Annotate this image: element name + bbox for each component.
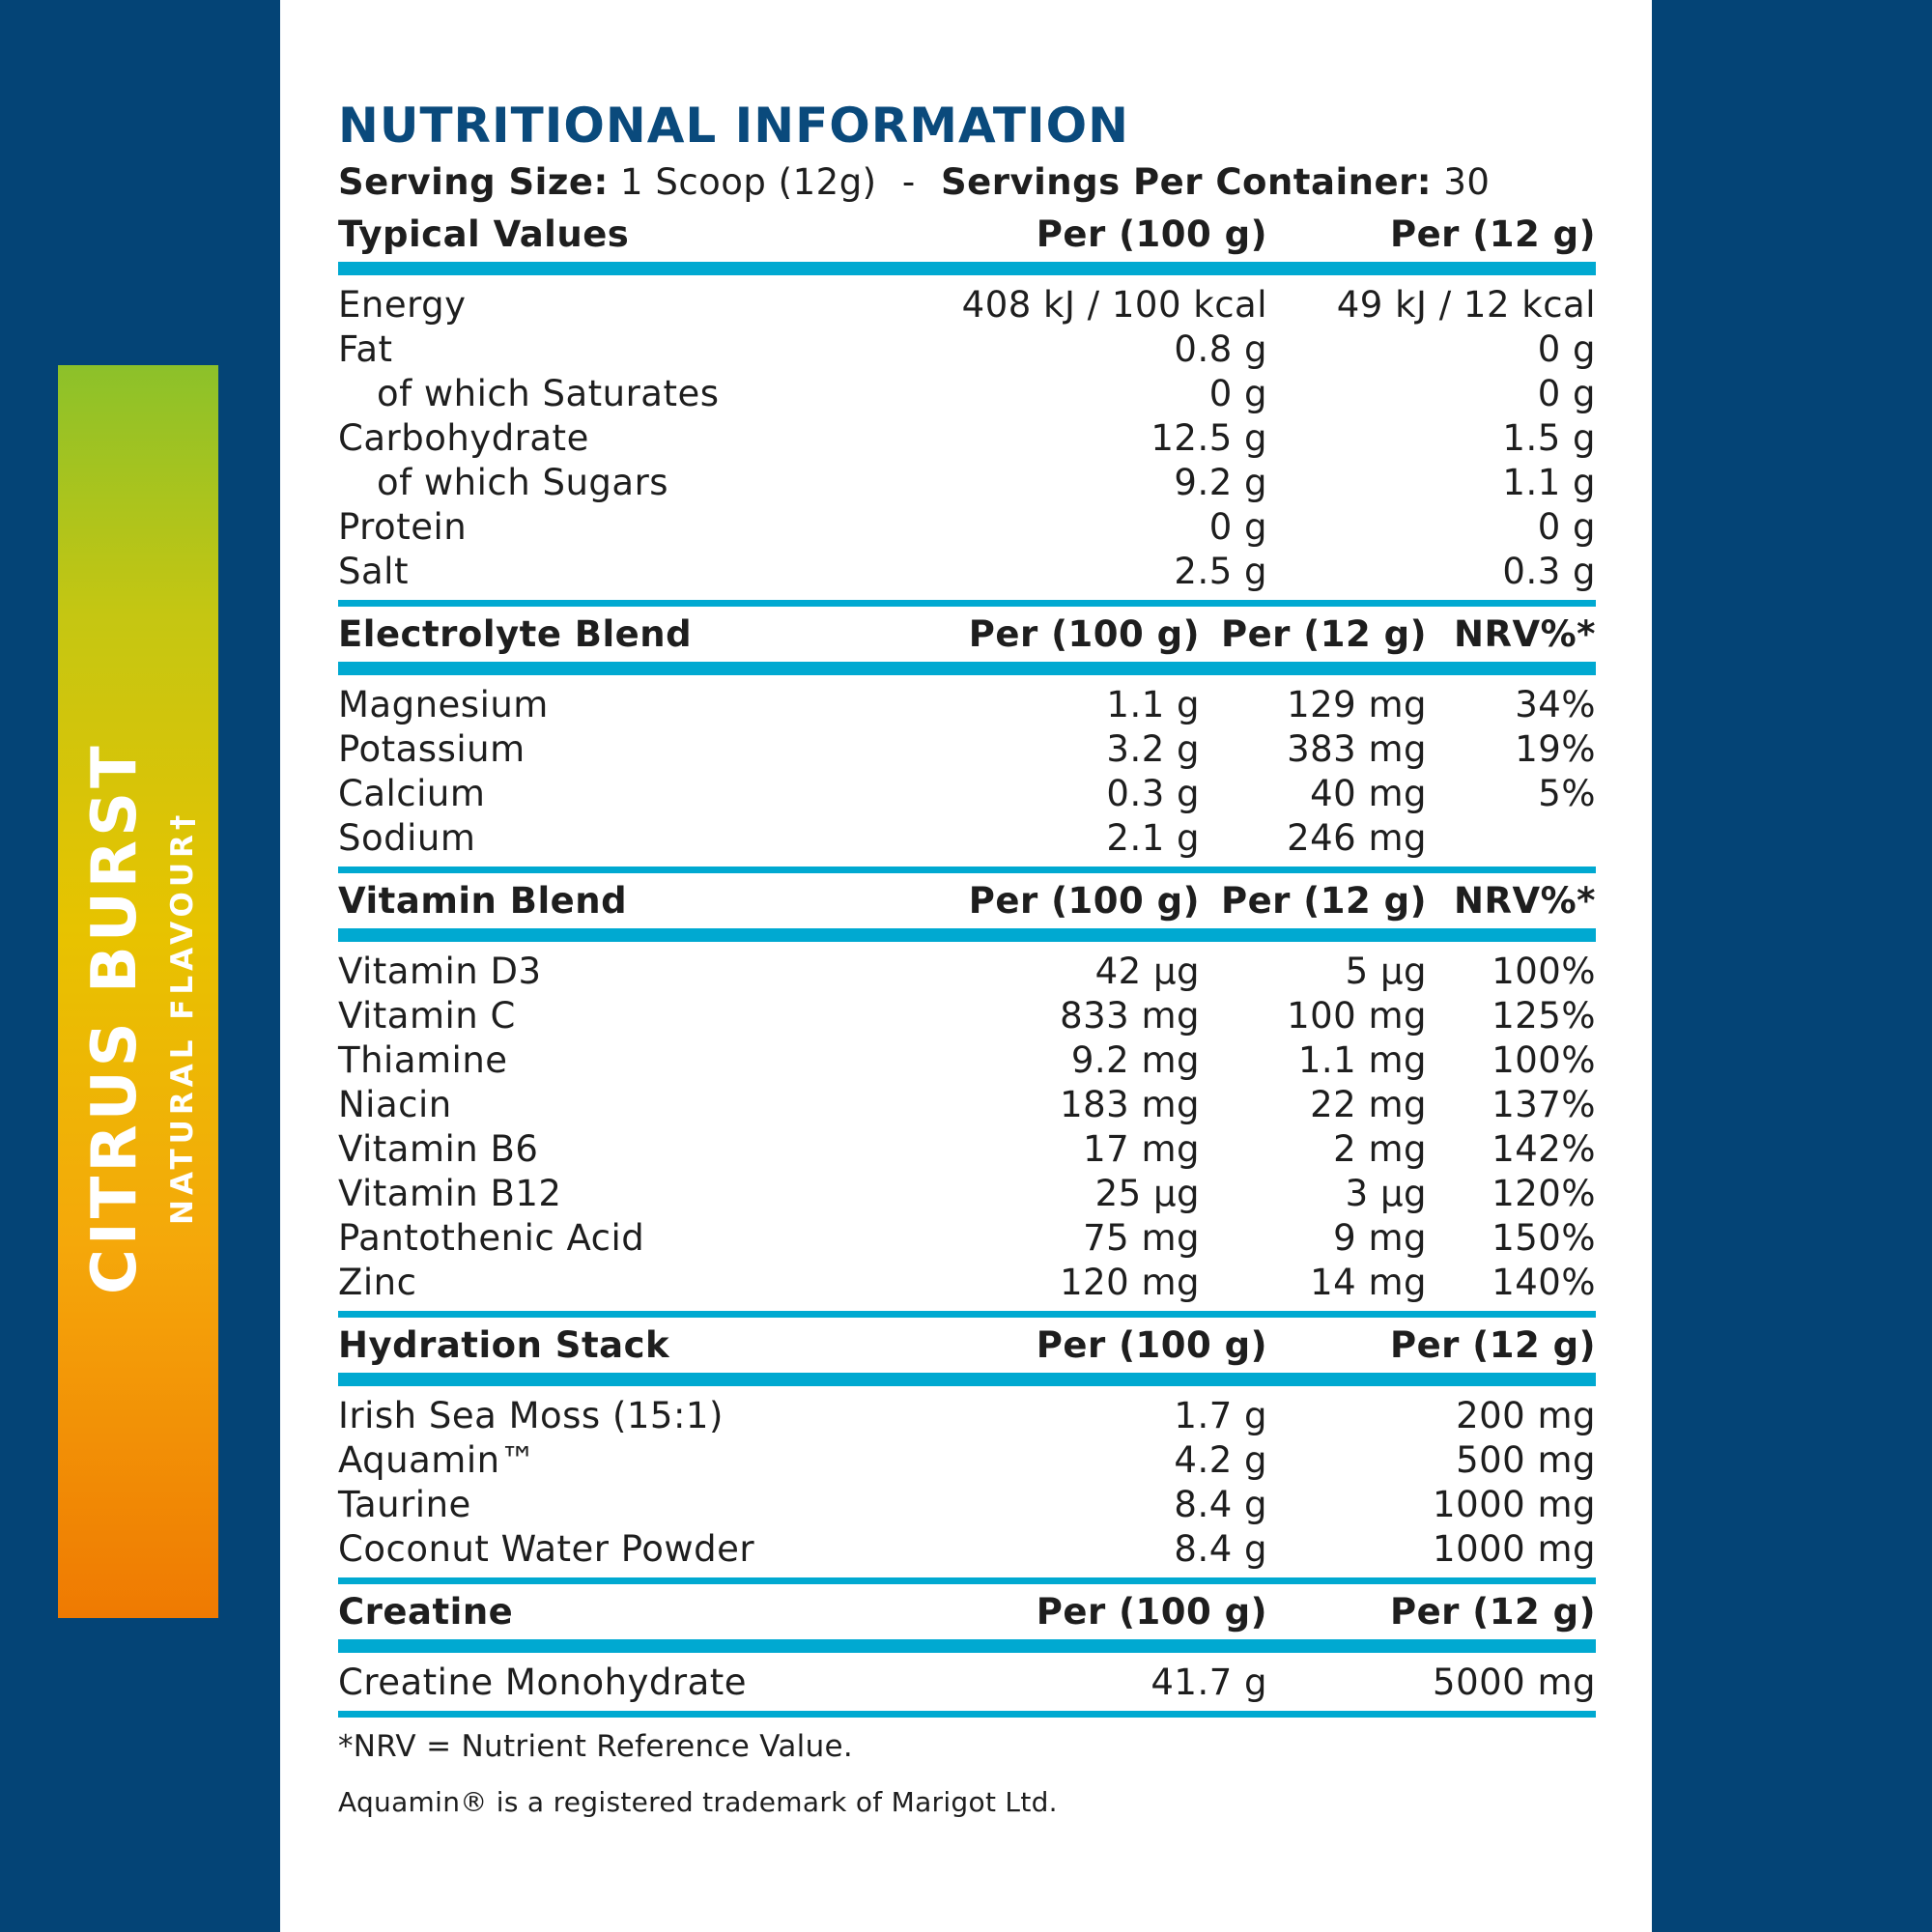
table-row — [338, 1260, 1596, 1304]
value-per-100g: 408 kJ / 100 kcal — [961, 283, 1267, 326]
value-per-100g: 833 mg — [1060, 994, 1200, 1037]
table-row — [338, 726, 1596, 771]
value-per-12g: 9 mg — [1333, 1216, 1427, 1259]
value-nrv: 100% — [1492, 950, 1596, 992]
value-per-100g: 8.4 g — [1174, 1527, 1267, 1570]
table-row — [338, 1082, 1596, 1126]
column-header-per-100g: Per (100 g) — [968, 613, 1200, 655]
nutrient-name: Taurine — [338, 1483, 471, 1525]
value-per-12g: 3 µg — [1345, 1172, 1427, 1214]
value-per-100g: 9.2 g — [1174, 461, 1267, 503]
value-per-12g: 5000 mg — [1433, 1661, 1596, 1703]
nutrient-name: Magnesium — [338, 683, 549, 725]
value-per-100g: 0.3 g — [1106, 772, 1200, 814]
value-per-12g: 1.1 g — [1502, 461, 1596, 503]
divider — [338, 1373, 1596, 1386]
value-nrv: 19% — [1515, 727, 1596, 770]
value-per-12g: 0 g — [1537, 505, 1596, 548]
serving-info — [338, 158, 1596, 207]
servings-per-container-value: 30 — [1443, 161, 1491, 203]
section-header — [338, 1318, 1596, 1373]
column-header-nrv: NRV%* — [1453, 880, 1596, 922]
table-row — [338, 460, 1596, 504]
nutrient-name: Zinc — [338, 1261, 417, 1303]
nutrient-name: Creatine Monohydrate — [338, 1661, 748, 1703]
value-per-100g: 2.1 g — [1106, 816, 1200, 859]
table-row — [338, 682, 1596, 726]
value-per-12g: 0.3 g — [1502, 550, 1596, 592]
value-per-100g: 183 mg — [1060, 1083, 1200, 1125]
column-header-per-12g: Per (12 g) — [1220, 613, 1427, 655]
value-nrv: 100% — [1492, 1038, 1596, 1081]
section-header — [338, 607, 1596, 662]
value-per-100g: 12.5 g — [1151, 416, 1267, 459]
value-per-12g: 40 mg — [1310, 772, 1427, 814]
value-per-12g: 500 mg — [1456, 1438, 1596, 1481]
column-header-per-12g: Per (12 g) — [1389, 1591, 1596, 1633]
section-header — [338, 1584, 1596, 1639]
trademark-footnote: Aquamin® is a registered trademark of Marigot Ltd. — [338, 1786, 1058, 1818]
table-row — [338, 1215, 1596, 1260]
flavour-label — [80, 742, 202, 1294]
nutrient-name: Vitamin D3 — [338, 950, 542, 992]
column-header-per-100g: Per (100 g) — [1036, 1324, 1267, 1366]
nutrient-name: of which Sugars — [377, 461, 669, 503]
nutrient-name: Niacin — [338, 1083, 452, 1125]
serving-separator: - — [901, 161, 916, 203]
servings-per-container-label: Servings Per Container: — [941, 161, 1433, 203]
table-row — [338, 949, 1596, 993]
value-per-12g: 100 mg — [1287, 994, 1427, 1037]
column-header-per-12g: Per (12 g) — [1220, 880, 1427, 922]
value-nrv: 5% — [1538, 772, 1596, 814]
value-per-12g: 0 g — [1537, 327, 1596, 370]
rows — [338, 1653, 1596, 1711]
flavour-name: CITRUS BURST — [79, 742, 151, 1294]
page-title: NUTRITIONAL INFORMATION — [338, 98, 1129, 154]
nutrient-name: Salt — [338, 550, 409, 592]
divider — [338, 928, 1596, 942]
value-per-100g: 120 mg — [1060, 1261, 1200, 1303]
section-title: Hydration Stack — [338, 1324, 670, 1366]
table-row — [338, 415, 1596, 460]
value-per-12g: 0 g — [1537, 372, 1596, 414]
table-row — [338, 1126, 1596, 1171]
table-row — [338, 1526, 1596, 1571]
value-nrv: 140% — [1492, 1261, 1596, 1303]
rows — [338, 1386, 1596, 1577]
section-electrolyte-blend — [338, 607, 1596, 873]
nutrition-table — [338, 97, 1596, 1822]
divider — [338, 1577, 1596, 1584]
value-nrv: 150% — [1492, 1216, 1596, 1259]
divider — [338, 867, 1596, 873]
value-per-100g: 1.7 g — [1174, 1394, 1267, 1436]
divider — [338, 262, 1596, 275]
nutrient-name: Calcium — [338, 772, 486, 814]
value-per-12g: 1.1 mg — [1297, 1038, 1427, 1081]
value-per-12g: 1000 mg — [1433, 1483, 1596, 1525]
value-per-12g: 5 µg — [1345, 950, 1427, 992]
value-per-12g: 1000 mg — [1433, 1527, 1596, 1570]
value-per-100g: 4.2 g — [1174, 1438, 1267, 1481]
table-row — [338, 1393, 1596, 1437]
column-header-per-12g: Per (12 g) — [1389, 1324, 1596, 1366]
value-per-100g: 2.5 g — [1174, 550, 1267, 592]
rows — [338, 275, 1596, 600]
rows — [338, 942, 1596, 1311]
value-per-12g: 1.5 g — [1502, 416, 1596, 459]
nutrient-name: Sodium — [338, 816, 476, 859]
value-nrv: 137% — [1492, 1083, 1596, 1125]
value-per-100g: 0 g — [1208, 505, 1267, 548]
section-creatine — [338, 1584, 1596, 1718]
table-row — [338, 1037, 1596, 1082]
nutrient-name: Vitamin B12 — [338, 1172, 562, 1214]
value-per-100g: 9.2 mg — [1070, 1038, 1200, 1081]
nrv-footnote: *NRV = Nutrient Reference Value. — [338, 1729, 854, 1764]
value-nrv: 120% — [1492, 1172, 1596, 1214]
divider — [338, 1311, 1596, 1318]
section-title: Typical Values — [338, 213, 630, 255]
table-row — [338, 371, 1596, 415]
value-per-12g: 200 mg — [1456, 1394, 1596, 1436]
value-per-12g: 2 mg — [1333, 1127, 1427, 1170]
section-title: Creatine — [338, 1591, 514, 1633]
rows — [338, 675, 1596, 867]
value-per-100g: 1.1 g — [1106, 683, 1200, 725]
divider — [338, 662, 1596, 675]
table-row — [338, 282, 1596, 327]
nutrient-name: Aquamin™ — [338, 1438, 537, 1481]
value-per-100g: 0 g — [1208, 372, 1267, 414]
value-per-100g: 8.4 g — [1174, 1483, 1267, 1525]
divider — [338, 1711, 1596, 1718]
section-title: Electrolyte Blend — [338, 613, 693, 655]
column-header-per-100g: Per (100 g) — [1036, 213, 1267, 255]
value-per-12g: 22 mg — [1310, 1083, 1427, 1125]
nutrient-name: Thiamine — [338, 1038, 508, 1081]
table-row — [338, 1660, 1596, 1704]
table-row — [338, 327, 1596, 371]
table-row — [338, 815, 1596, 860]
table-row — [338, 504, 1596, 549]
table-row — [338, 771, 1596, 815]
value-per-12g: 129 mg — [1287, 683, 1427, 725]
nutrient-name: Protein — [338, 505, 468, 548]
nutrient-name: Pantothenic Acid — [338, 1216, 645, 1259]
value-per-100g: 75 mg — [1083, 1216, 1200, 1259]
divider — [338, 600, 1596, 607]
value-per-100g: 42 µg — [1094, 950, 1200, 992]
section-header — [338, 873, 1596, 928]
table-row — [338, 993, 1596, 1037]
column-header-nrv: NRV%* — [1453, 613, 1596, 655]
serving-size-label: Serving Size: — [338, 161, 609, 203]
section-typical-values — [338, 207, 1596, 607]
nutrient-name: Carbohydrate — [338, 416, 589, 459]
column-header-per-100g: Per (100 g) — [968, 880, 1200, 922]
value-per-12g: 14 mg — [1310, 1261, 1427, 1303]
divider — [338, 1639, 1596, 1653]
value-per-100g: 17 mg — [1083, 1127, 1200, 1170]
value-per-12g: 383 mg — [1287, 727, 1427, 770]
table-row — [338, 1482, 1596, 1526]
section-hydration-stack — [338, 1318, 1596, 1584]
nutrient-name: Vitamin B6 — [338, 1127, 539, 1170]
value-per-100g: 41.7 g — [1151, 1661, 1267, 1703]
value-per-12g: 246 mg — [1287, 816, 1427, 859]
right-background-band — [1652, 0, 1932, 1932]
nutrient-name: Coconut Water Powder — [338, 1527, 755, 1570]
value-per-100g: 3.2 g — [1106, 727, 1200, 770]
value-nrv: 125% — [1492, 994, 1596, 1037]
table-row — [338, 549, 1596, 593]
section-title: Vitamin Blend — [338, 880, 628, 922]
nutrient-name: of which Saturates — [377, 372, 720, 414]
section-vitamin-blend — [338, 873, 1596, 1318]
value-per-100g: 0.8 g — [1174, 327, 1267, 370]
value-per-12g: 49 kJ / 12 kcal — [1336, 283, 1596, 326]
table-row — [338, 1437, 1596, 1482]
column-header-per-100g: Per (100 g) — [1036, 1591, 1267, 1633]
value-nrv: 142% — [1492, 1127, 1596, 1170]
nutrient-name: Potassium — [338, 727, 526, 770]
serving-size-value: 1 Scoop (12g) — [620, 161, 877, 203]
table-row — [338, 1171, 1596, 1215]
nutrient-name: Energy — [338, 283, 467, 326]
nutrient-name: Vitamin C — [338, 994, 516, 1037]
value-per-100g: 25 µg — [1094, 1172, 1200, 1214]
nutrient-name: Irish Sea Moss (15:1) — [338, 1394, 724, 1436]
value-nrv: 34% — [1515, 683, 1596, 725]
column-header-per-12g: Per (12 g) — [1389, 213, 1596, 255]
section-header — [338, 207, 1596, 262]
nutrient-name: Fat — [338, 327, 393, 370]
flavour-subtitle: NATURAL FLAVOUR† — [165, 810, 200, 1225]
